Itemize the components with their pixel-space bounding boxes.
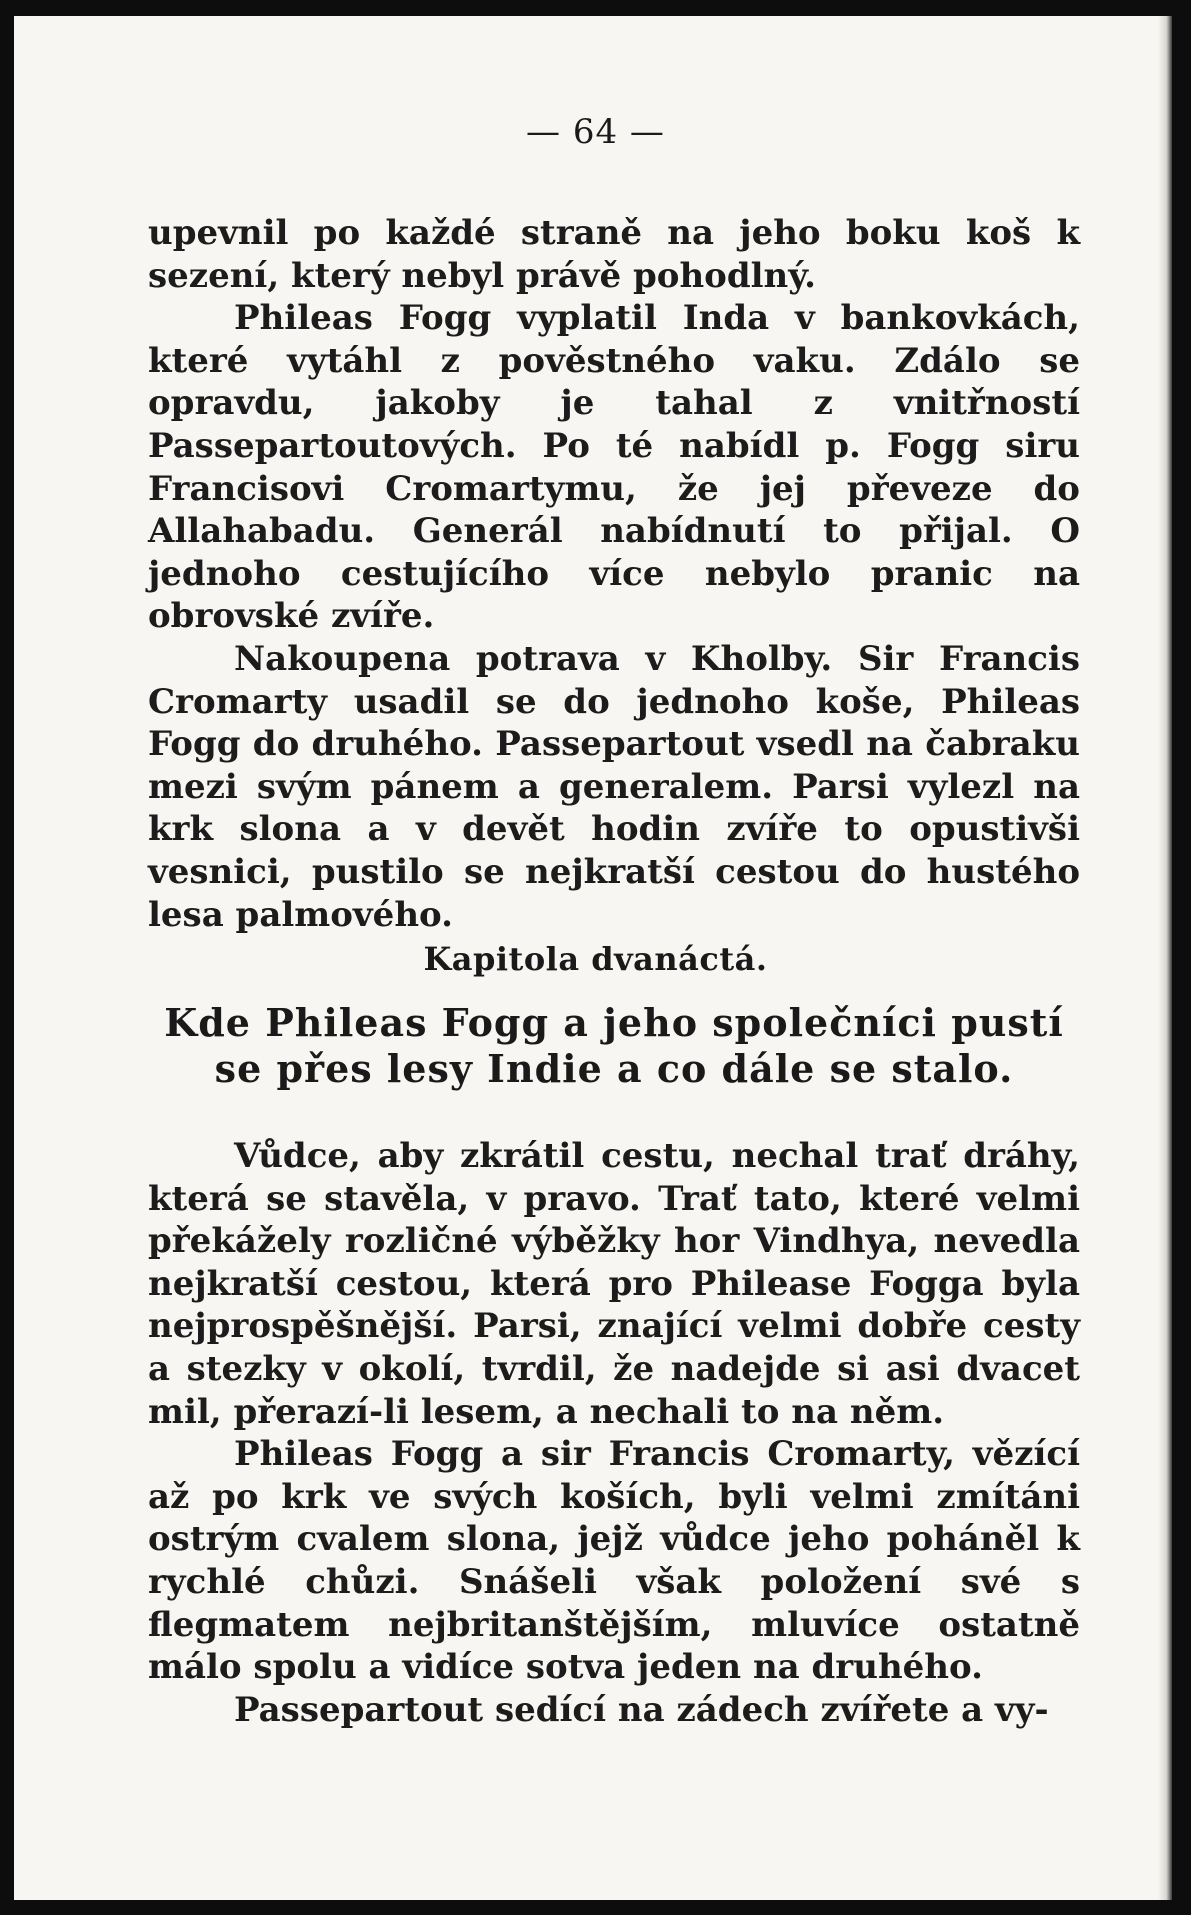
chapter-title xyxy=(148,1000,1080,1092)
chapter-title-line: Kde Phileas Fogg a jeho společníci pustí xyxy=(164,1000,1064,1045)
chapter-label: Kapitola dvanáctá. xyxy=(423,940,768,978)
text-section-2 xyxy=(148,1135,1080,1731)
page-number: — 64 — xyxy=(526,112,665,152)
scan-border-bottom xyxy=(0,1900,1191,1915)
scan-border-top xyxy=(0,0,1191,16)
chapter-title-line: se přes lesy Indie a co dále se stalo. xyxy=(214,1046,1014,1091)
paragraph: Phileas Fogg a sir Francis Cromarty, vězící až po krk ve svých koších, byli velmi zmítáni ostrým cvalem slona, jejž vůdce jeho poháněl k rychlé chůzi. Snášeli však položení své s flegmatem nejbritanštějším, mluvíce ostatně málo spolu a vidíce sotva jeden na druhého. xyxy=(148,1434,1080,1688)
paragraph: upevnil po každé straně na jeho boku koš k sezení, který nebyl právě pohodlný. xyxy=(148,213,1080,296)
paragraph: Passepartout sedící na zádech zvířete a vy- xyxy=(234,1689,1049,1730)
paragraph: Phileas Fogg vyplatil Inda v bankovkách, které vytáhl z pověstného vaku. Zdálo se opravdu, jakoby je tahal z vnitřností Passepartoutových. Po té nabídl p. Fogg siru Francisovi Cromartymu, že jej převeze do Allahabadu. Generál nabídnutí to přijal. O jednoho cestujícího více nebylo pranic na obrovské zvíře. xyxy=(148,298,1080,637)
paragraph: Vůdce, aby zkrátil cestu, nechal trať dráhy, která se stavěla, v pravo. Trať tato, které velmi překážely rozličné výběžky hor Vindhya, nevedla nejkratší cestou, která pro Philease Fogga byla nejprospěšnější. Parsi, znající velmi dobře cesty a stezky v okolí, tvrdil, že nadejde si asi dvacet mil, přerazí-li lesem, a nechali to na něm. xyxy=(148,1136,1080,1432)
text-section-1 xyxy=(148,212,1080,936)
paragraph: Nakoupena potrava v Kholby. Sir Francis Cromarty usadil se do jednoho koše, Phileas Fogg do druhého. Passepartout vsedl na čabraku mezi svým pánem a generalem. Parsi vylezl na krk slona a v devět hodin zvíře to opustivši vesnici, pustilo se nejkratší cestou do hustého lesa palmového. xyxy=(148,638,1080,935)
